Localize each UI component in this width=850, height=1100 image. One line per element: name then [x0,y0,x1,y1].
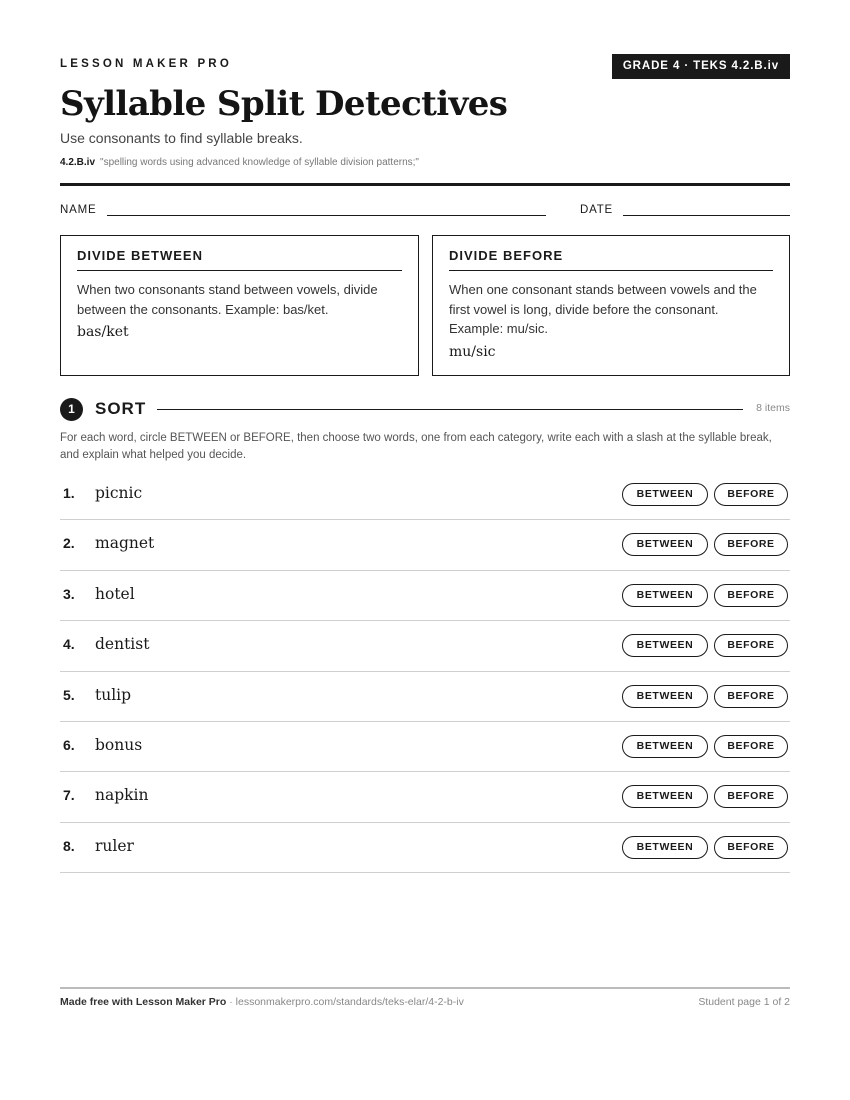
rule-example: bas/ket [77,324,129,340]
between-choice[interactable]: BETWEEN [622,584,708,607]
item-number: 4. [63,636,75,653]
item-number: 8. [63,837,75,854]
section-instructions: For each word, circle BETWEEN or BEFORE, then choose two words, one from each category, write each with a slash at the syllable break, and explain what helped you decide. [60,432,772,461]
between-choice[interactable]: BETWEEN [622,735,708,758]
sort-item [60,621,790,671]
standard-code: 4.2.B.iv [60,157,96,168]
sort-item [60,571,790,621]
sort-item [60,722,790,772]
footer-separator: · [226,996,236,1008]
item-word: picnic [95,484,143,502]
before-choice[interactable]: BEFORE [714,533,788,556]
before-choice[interactable]: BEFORE [714,483,788,506]
between-choice[interactable]: BETWEEN [622,634,708,657]
section-divider [157,409,743,410]
item-number: 6. [63,736,75,753]
item-word: tulip [95,685,132,704]
item-word: ruler [95,836,134,855]
between-choice[interactable]: BETWEEN [622,785,708,808]
footer-made-with: Made free with Lesson Maker Pro [60,996,227,1008]
rule-heading: DIVIDE BETWEEN [77,248,402,271]
item-count: 8 items [756,402,790,414]
item-word: bonus [95,735,143,754]
rule-text: When two consonants stand between vowels, divide between the consonants. Example: bas/ket. [77,282,378,317]
sort-item [60,772,790,822]
footer-page-number: Student page 1 of 2 [698,996,790,1008]
item-word: dentist [95,635,150,654]
page-title: Syllable Split Detectives [60,84,508,124]
footer-url[interactable]: lessonmakerpro.com/standards/teks-elar/4-2-b-iv [235,996,464,1008]
item-number: 5. [63,686,75,703]
footer-credit [60,996,464,1008]
standard-text: "spelling words using advanced knowledge of syllable division patterns;" [100,157,419,168]
sort-item [60,520,790,570]
item-number: 3. [63,585,75,602]
rule-box-divide-before [432,235,790,376]
sort-item [60,823,790,873]
between-choice[interactable]: BETWEEN [622,685,708,708]
brand-name: LESSON MAKER PRO [60,58,232,70]
name-label: NAME [60,204,97,216]
sort-item-list [60,470,790,873]
section-title: SORT [95,399,147,418]
between-choice[interactable]: BETWEEN [622,836,708,859]
between-choice[interactable]: BETWEEN [622,483,708,506]
rule-heading: DIVIDE BEFORE [449,248,773,271]
item-word: napkin [95,786,149,805]
before-choice[interactable]: BEFORE [714,584,788,607]
header-divider [60,183,790,186]
before-choice[interactable]: BEFORE [714,634,788,657]
date-field[interactable] [623,215,790,216]
sort-item [60,672,790,722]
item-number: 1. [63,485,75,501]
item-word: magnet [95,534,155,553]
rule-example: mu/sic [449,343,496,360]
item-number: 2. [63,535,75,552]
item-number: 7. [63,787,75,804]
sort-item [60,470,790,520]
before-choice[interactable]: BEFORE [714,836,788,859]
grade-badge: GRADE 4 · TEKS 4.2.B.iv [612,54,790,79]
page-subtitle: Use consonants to find syllable breaks. [60,130,303,146]
before-choice[interactable]: BEFORE [714,685,788,708]
footer-divider [60,987,790,989]
item-word: hotel [95,584,135,603]
standard-line [60,157,419,168]
section-number-badge: 1 [60,398,83,421]
rule-box-divide-between [60,235,419,376]
rule-text: When one consonant stands between vowels and the first vowel is long, divide before the consonant. Example: mu/sic. [449,282,757,336]
name-field[interactable] [107,215,546,216]
before-choice[interactable]: BEFORE [714,785,788,808]
before-choice[interactable]: BEFORE [714,735,788,758]
between-choice[interactable]: BETWEEN [622,533,708,556]
date-label: DATE [580,204,614,216]
worksheet-page [60,0,790,1100]
